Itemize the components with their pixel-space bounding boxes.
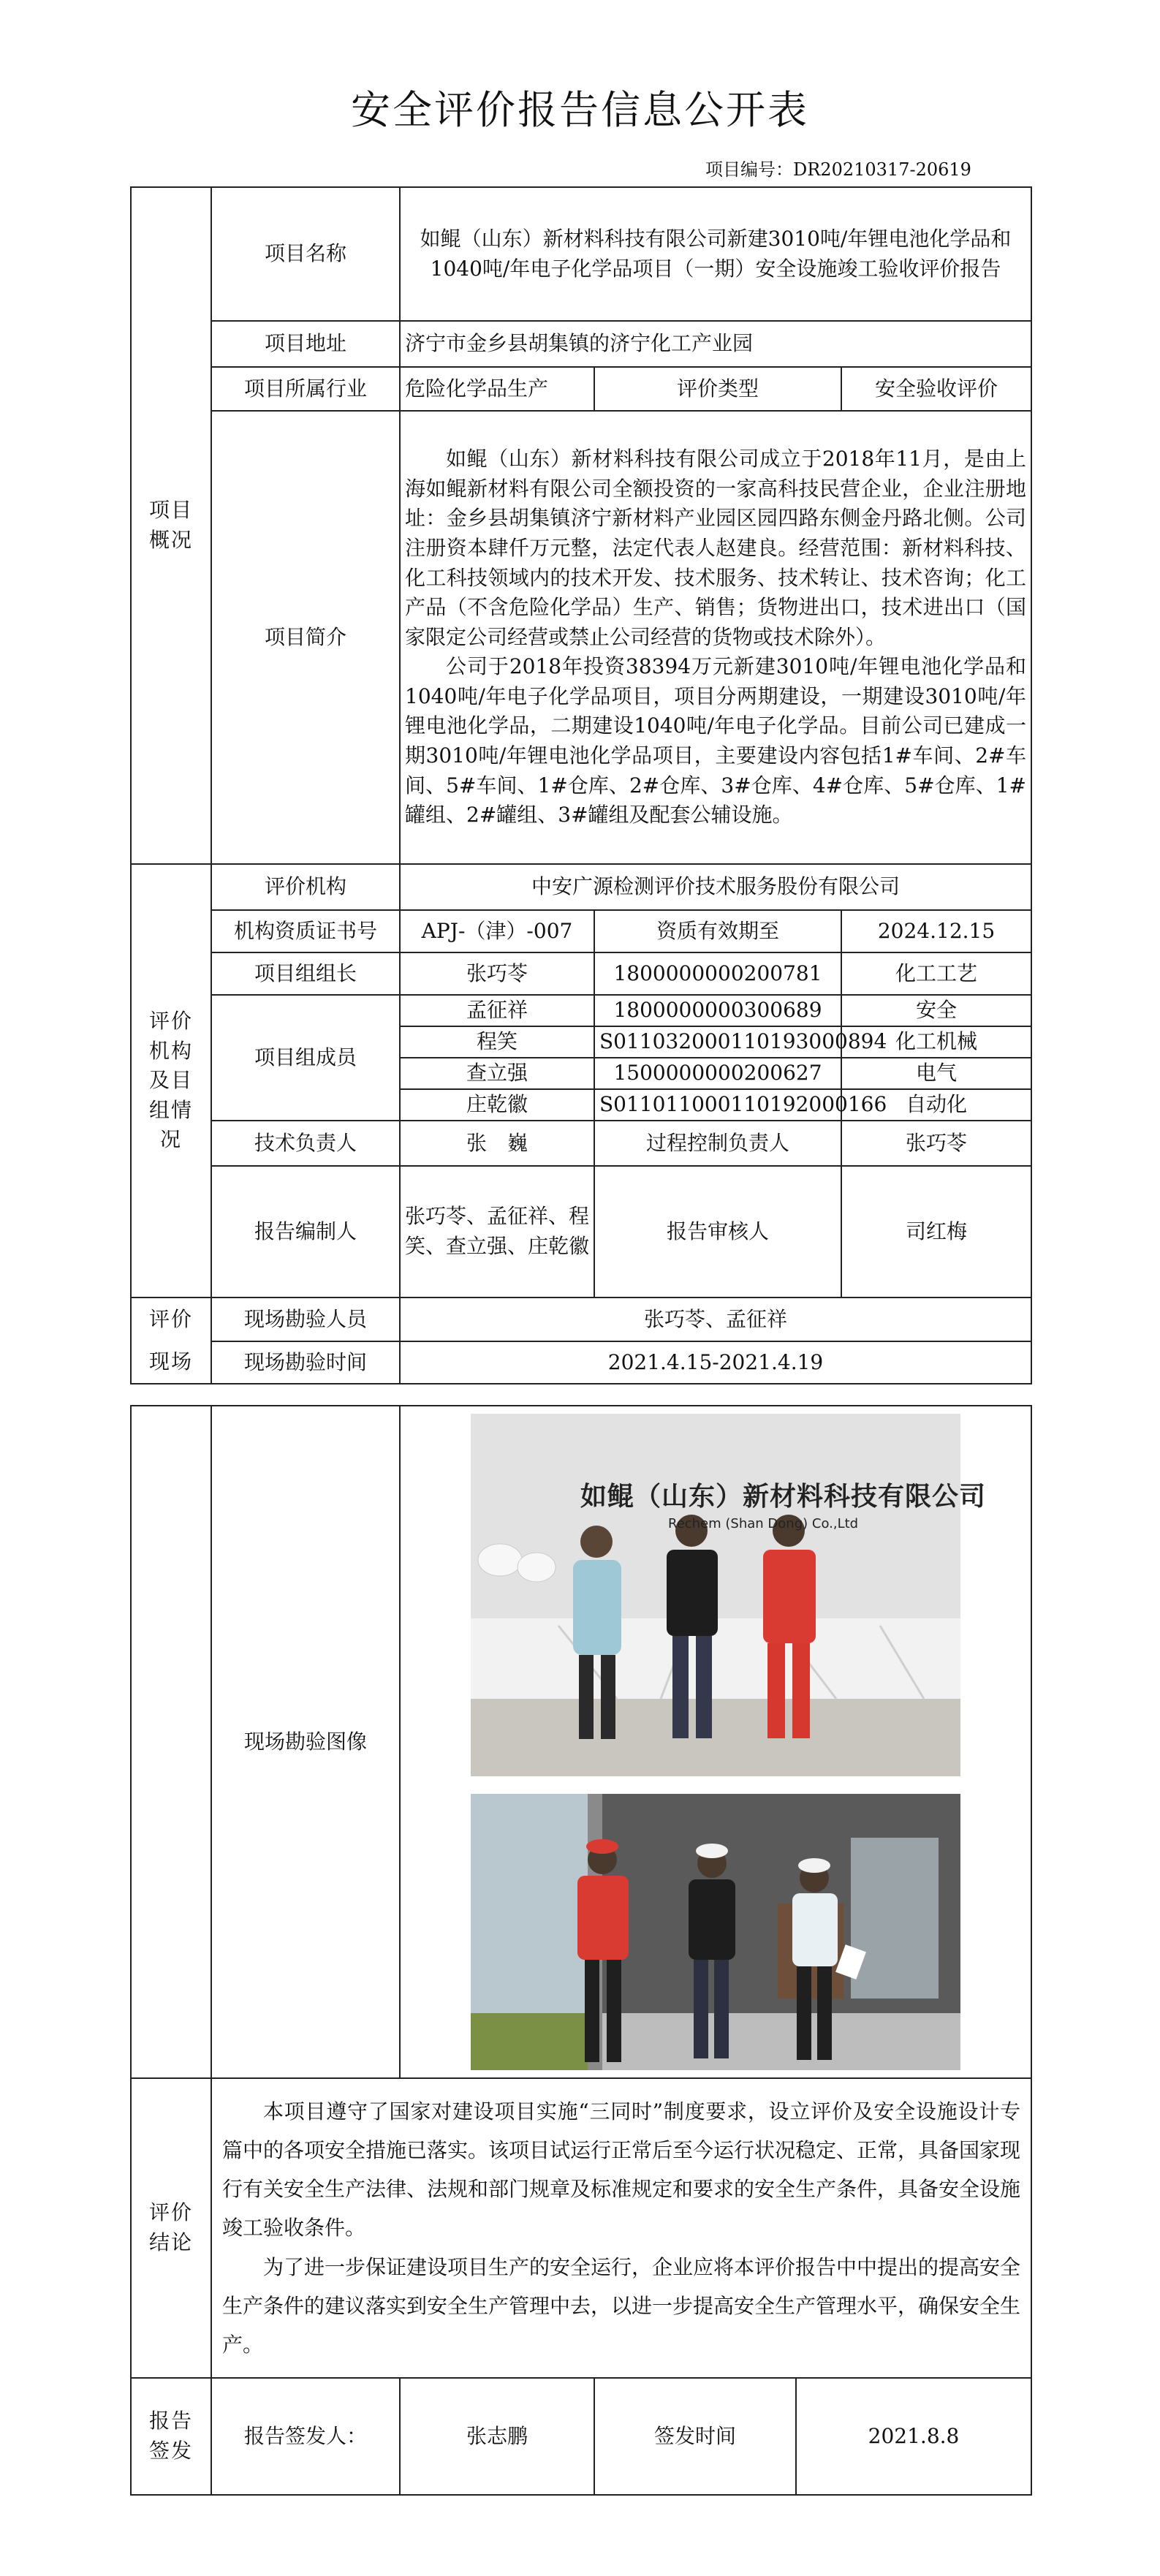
conclusion-paragraph-2: 为了进一步保证建设项目生产的安全运行，企业应将本评价报告中中提出的提高安全生产条件的建议落实到安全生产管理中去，以进一步提高安全生产管理水平，确保安全生产。	[222, 2254, 1021, 2357]
value-tech-lead: 张 巍	[400, 1121, 594, 1166]
value-signer: 张志鹏	[400, 2378, 594, 2495]
member-name: 查立强	[400, 1058, 594, 1089]
company-sign-en: Rechem (Shan Dong) Co.,Ltd	[668, 1516, 859, 1531]
member-name: 孟征祥	[400, 995, 594, 1026]
leader-field: 化工工艺	[841, 952, 1031, 995]
conclusion-paragraph-1: 本项目遵守了国家对建设项目实施“三同时”制度要求，设立评价及安全设施设计专篇中的各项安全措施已落实。该项目试运行正常后至今运行状况稳定、正常，具备国家现行有关安全生产法律、法规和部门规章及标准规定和要求的安全生产条件，具备安全设施竣工验收条件。	[222, 2099, 1021, 2240]
section-project-overview: 项目概况	[131, 187, 211, 864]
site-photo-2	[471, 1794, 960, 2070]
member-name: 庄乾徽	[400, 1089, 594, 1121]
value-process-lead: 张巧苓	[841, 1121, 1031, 1166]
label-project-name: 项目名称	[211, 187, 400, 321]
value-intro	[400, 411, 1031, 864]
label-writers: 报告编制人	[211, 1166, 400, 1298]
label-eval-type: 评价类型	[594, 367, 841, 411]
site-photo-1-illustration	[471, 1414, 960, 1776]
label-signer: 报告签发人：	[211, 2378, 400, 2495]
member-cert: S011032000110193000894	[594, 1026, 841, 1058]
section-site: 评价现场	[131, 1298, 211, 1384]
intro-paragraph-1: 如鲲（山东）新材料科技有限公司成立于2018年11月，是由上海如鲲新材料有限公司全额投资的一家高科技民营企业，企业注册地址：金乡县胡集镇济宁新材料产业园区园四路东侧金丹路北侧。公司注册资本肆仟万元整，法定代表人赵建良。经营范围：新材料科技、化工科技领域内的技术开发、技术服务、技术转让、技术咨询；化工产品（不含危险化学品）生产、销售；货物进出口，技术进出口（国家限定公司经营或禁止公司经营的货物或技术除外）。	[405, 447, 1027, 649]
member-field: 电气	[841, 1058, 1031, 1089]
label-sign-date: 签发时间	[594, 2378, 796, 2495]
member-field: 安全	[841, 995, 1031, 1026]
label-site-time: 现场勘验时间	[211, 1341, 400, 1384]
leader-name: 张巧苓	[400, 952, 594, 995]
value-site-staff: 张巧苓、孟征祥	[400, 1298, 1031, 1341]
label-site-images: 现场勘验图像	[211, 1406, 400, 2078]
label-cert: 机构资质证书号	[211, 910, 400, 952]
site-photo-1	[471, 1414, 987, 1776]
intro-paragraph-2: 公司于2018年投资38394万元新建3010吨/年锂电池化学品和1040吨/年电子化学品项目，项目分两期建设，一期建设3010吨/年锂电池化学品，二期建设1040吨/年电子化学品。目前公司已建成一期3010吨/年锂电池化学品项目，主要建设内容包括1#车间、2#车间、5#车间、1#仓库、2#仓库、3#仓库、4#仓库、5#仓库、1#罐组、2#罐组、3#罐组及配套公辅设施。	[405, 654, 1027, 827]
label-process-lead: 过程控制负责人	[594, 1121, 841, 1166]
project-number: 项目编号：DR20210317-20619	[705, 159, 971, 180]
page-title: 安全评价报告信息公开表	[351, 87, 809, 133]
member-field: 自动化	[841, 1089, 1031, 1121]
section-org: 评价机构及目组情况	[131, 864, 211, 1298]
site-photo-2-illustration	[471, 1794, 960, 2070]
label-members: 项目组成员	[211, 995, 400, 1121]
value-agency: 中安广源检测评价技术服务股份有限公司	[400, 864, 1031, 910]
label-valid: 资质有效期至	[594, 910, 841, 952]
site-images	[400, 1406, 1031, 2078]
label-leader: 项目组组长	[211, 952, 400, 995]
info-table	[130, 186, 1032, 1384]
label-industry: 项目所属行业	[211, 367, 400, 411]
member-name: 程笑	[400, 1026, 594, 1058]
label-address: 项目地址	[211, 321, 400, 367]
label-intro: 项目简介	[211, 411, 400, 864]
label-tech-lead: 技术负责人	[211, 1121, 400, 1166]
value-address: 济宁市金乡县胡集镇的济宁化工产业园	[400, 321, 1031, 367]
label-site-staff: 现场勘验人员	[211, 1298, 400, 1341]
label-agency: 评价机构	[211, 864, 400, 910]
member-field: 化工机械	[841, 1026, 1031, 1058]
value-eval-type: 安全验收评价	[841, 367, 1031, 411]
value-sign-date: 2021.8.8	[796, 2378, 1031, 2495]
conclusion-text	[211, 2078, 1031, 2378]
value-writers: 张巧苓、孟征祥、程笑、查立强、庄乾徽	[400, 1166, 594, 1298]
value-reviewer: 司红梅	[841, 1166, 1031, 1298]
value-site-time: 2021.4.15-2021.4.19	[400, 1341, 1031, 1384]
value-cert: APJ-（津）-007	[400, 910, 594, 952]
section-conclusion: 评价结论	[131, 2078, 211, 2378]
member-cert: S011011000110192000166	[594, 1089, 841, 1121]
leader-cert: 1800000000200781	[594, 952, 841, 995]
label-reviewer: 报告审核人	[594, 1166, 841, 1298]
conclusion-table	[130, 1405, 1032, 2496]
value-valid: 2024.12.15	[841, 910, 1031, 952]
value-project-name: 如鲲（山东）新材料科技有限公司新建3010吨/年锂电池化学品和1040吨/年电子化学品项目（一期）安全设施竣工验收评价报告	[400, 187, 1031, 321]
section-sign: 报告签发	[131, 2378, 211, 2495]
member-cert: 1800000000300689	[594, 995, 841, 1026]
value-industry: 危险化学品生产	[400, 367, 594, 411]
company-sign: 如鲲（山东）新材料科技有限公司	[580, 1482, 987, 1512]
member-cert: 1500000000200627	[594, 1058, 841, 1089]
